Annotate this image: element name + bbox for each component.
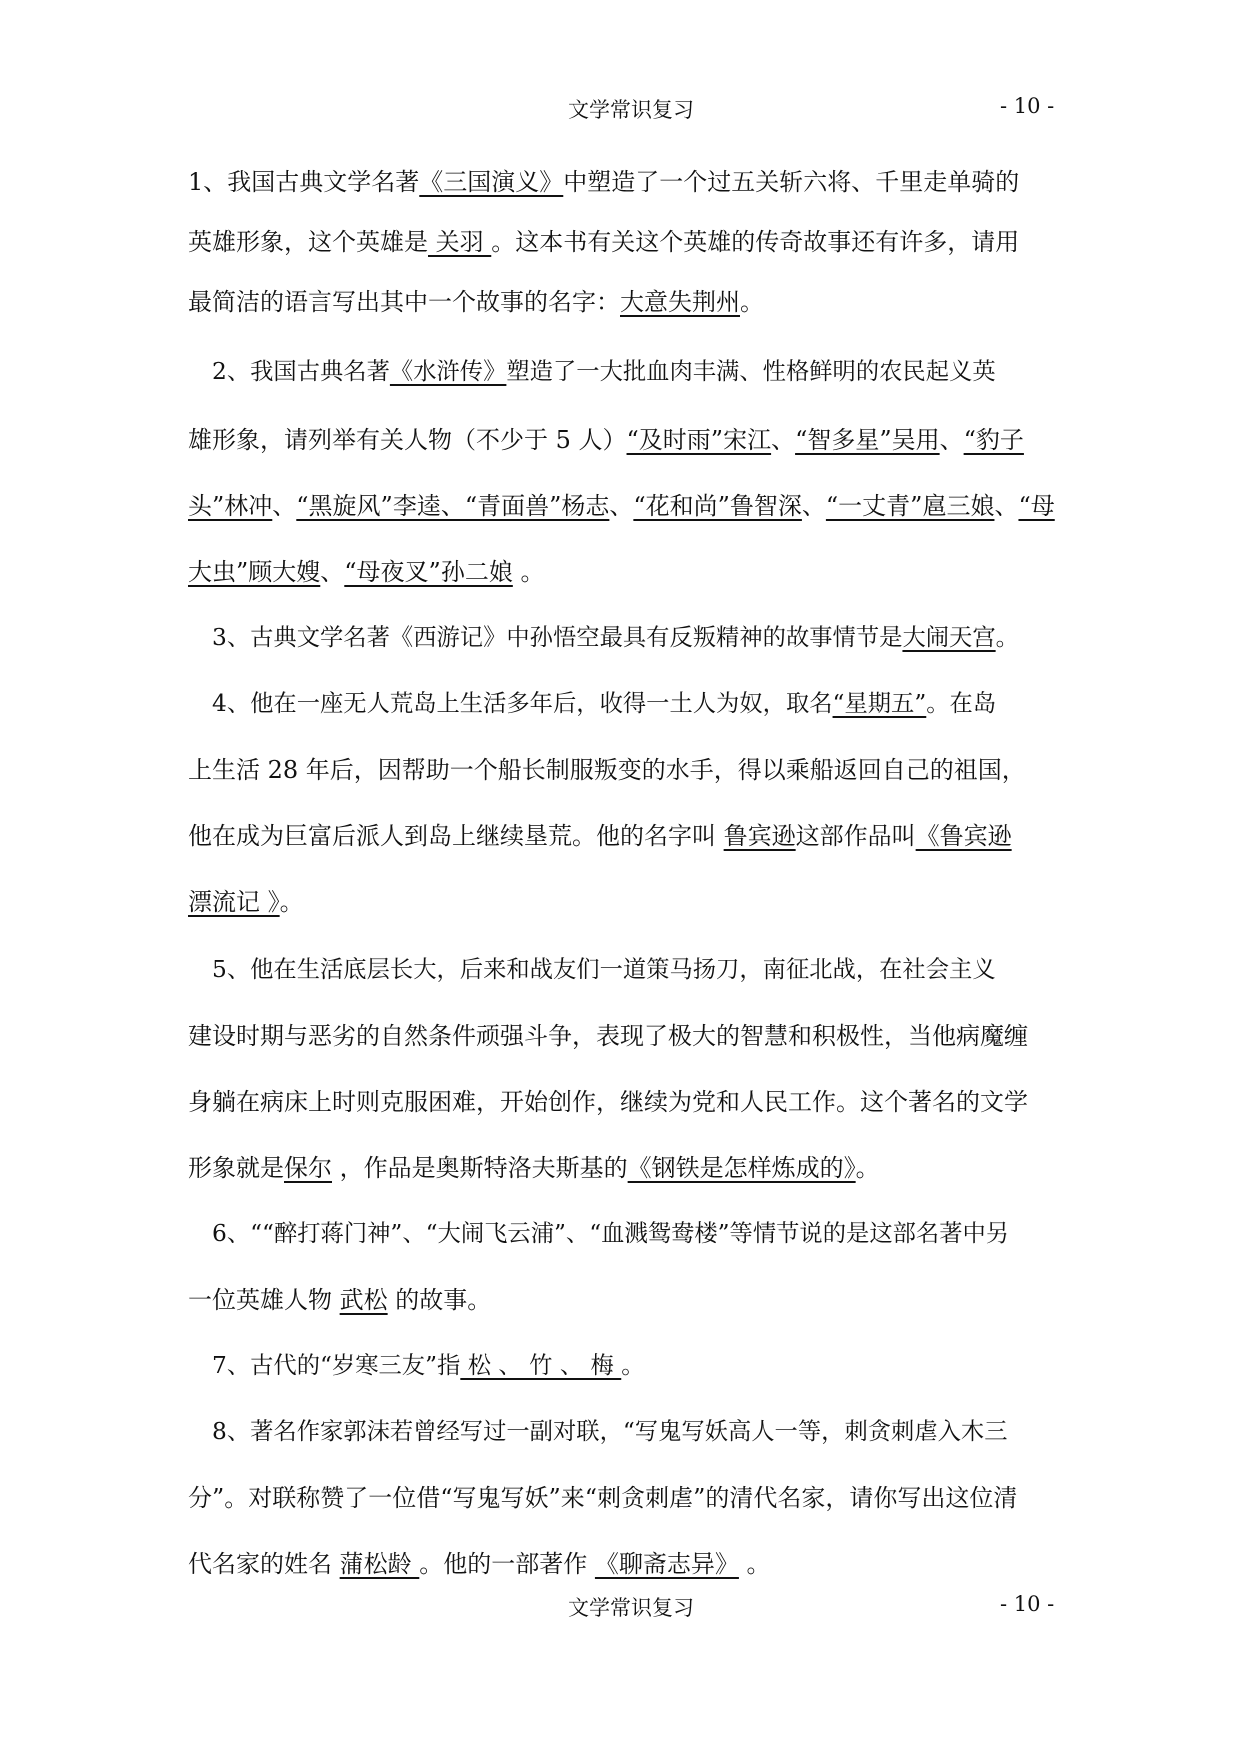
text-span: 最简洁的语言写出其中一个故事的名字： <box>188 288 620 316</box>
answer-blank: 鲁宾逊 <box>723 822 796 850</box>
answer-blank: “花和尚”鲁智深 <box>633 492 802 520</box>
answer-blank: “一丈青”扈三娘 <box>825 492 995 520</box>
text-span: 他在成为巨富后派人到岛上继续垦荒。他的名字叫 <box>188 822 724 850</box>
answer-blank: “豹子 <box>963 426 1024 454</box>
text-span: 。 <box>855 1154 880 1182</box>
text-span: 代名家的姓名 <box>188 1550 340 1578</box>
text-span: 分”。对联称赞了一位借“写鬼写妖”来“刺贪刺虐”的清代名家，请你写出这位清 <box>188 1484 1018 1512</box>
answer-blank: 《三国演义》 <box>419 168 564 196</box>
q5-line-3 <box>188 1082 1068 1122</box>
answer-blank: 漂流记 》 <box>188 888 280 916</box>
q4-line-3 <box>188 816 1068 856</box>
text-span: 这部作品叫 <box>795 822 916 850</box>
q4-line-1 <box>212 684 1092 724</box>
text-span: 8、著名作家郭沫若曾经写过一副对联，“写鬼写妖高人一等，刺贪刺虐入木三 <box>212 1418 1008 1445</box>
answer-blank: “智多星”吴用 <box>795 426 940 454</box>
text-span: 、 <box>320 558 345 586</box>
answer-blank: “母夜叉”孙二娘 <box>344 558 513 586</box>
q4-line-4 <box>188 882 1068 922</box>
text-span: 的故事。 <box>387 1286 492 1314</box>
text-span: 雄形象，请列举有关人物（不少于 5 人） <box>188 426 627 454</box>
q6-line-1 <box>212 1214 1092 1254</box>
text-span: 3、古典文学名著《西游记》中孙悟空最具有反叛精神的故事情节是 <box>212 624 903 651</box>
q5-line-1 <box>212 950 1092 990</box>
text-span: 4、他在一座无人荒岛上生活多年后，收得一土人为奴，取名 <box>212 690 833 717</box>
text-span: 、 <box>771 426 796 454</box>
text-span: 、 <box>609 492 634 520</box>
q3-line-1 <box>212 618 1092 658</box>
footer-title: 文学常识复习 <box>568 1596 694 1620</box>
answer-blank: 松 、 竹 、 梅 <box>460 1352 622 1379</box>
answer-blank: 《水浒传》 <box>389 358 507 385</box>
q6-line-2 <box>188 1280 1068 1320</box>
answer-blank: “黑旋风”李逵、“青面兽”杨志 <box>296 492 610 520</box>
text-span: 建设时期与恶劣的自然条件顽强斗争，表现了极大的智慧和积极性，当他病魔缠 <box>188 1022 1028 1050</box>
text-span: 身躺在病床上时则克服困难，开始创作，继续为党和人民工作。这个著名的文学 <box>188 1088 1028 1116</box>
answer-blank: 《聊斋志异》 <box>594 1550 739 1578</box>
q1-line-3 <box>188 282 1068 322</box>
answer-blank: 大闹天宫 <box>902 624 996 651</box>
q1-line-2 <box>188 222 1068 262</box>
text-span: ，作品是奥斯特洛夫斯基的 <box>332 1154 628 1182</box>
text-span: 7、古代的“岁寒三友”指 <box>212 1352 461 1379</box>
q2-line-4 <box>188 552 1068 592</box>
answer-blank: 武松 <box>339 1286 388 1314</box>
footer-page-number: - 10 - <box>1000 1592 1055 1616</box>
text-span: 。他的一部著作 <box>419 1550 595 1578</box>
text-span: 、 <box>801 492 826 520</box>
text-span: 5、他在生活底层长大，后来和战友们一道策马扬刀，南征北战，在社会主义 <box>212 956 996 983</box>
text-span: 6、““醉打蒋门神”、“大闹飞云浦”、“血溅鸳鸯楼”等情节说的是这部名著中另 <box>212 1220 1010 1247</box>
text-span: 。 <box>621 1352 645 1379</box>
text-span: 、 <box>272 492 297 520</box>
answer-blank: 保尔 <box>284 1154 332 1182</box>
text-span: 塑造了一大批血肉丰满、性格鲜明的农民起义英 <box>506 358 996 385</box>
q1-line-1 <box>188 162 1068 202</box>
answer-blank: 蒲松龄 <box>339 1550 420 1578</box>
text-span: 。在岛 <box>926 690 997 717</box>
text-span: 。 <box>738 1550 771 1578</box>
text-span: 形象就是 <box>188 1154 284 1182</box>
answer-blank: 《鲁宾逊 <box>915 822 1012 850</box>
text-span: 。 <box>995 624 1019 651</box>
q8-line-2 <box>188 1478 1068 1518</box>
answer-blank: 大意失荆州 <box>620 288 740 316</box>
q5-line-4 <box>188 1148 1068 1188</box>
q5-line-2 <box>188 1016 1068 1056</box>
text-span: 中塑造了一个过五关斩六将、千里走单骑的 <box>563 168 1020 196</box>
header-title: 文学常识复习 <box>568 98 694 122</box>
text-span: 。 <box>512 558 545 586</box>
answer-blank: “母 <box>1018 492 1055 520</box>
answer-blank: 头”林冲 <box>188 492 273 520</box>
header-page-number: - 10 - <box>1000 94 1055 118</box>
text-span: 。 <box>740 288 764 316</box>
answer-blank: 关羽 <box>428 228 492 256</box>
answer-blank: 《钢铁是怎样炼成的》 <box>627 1154 856 1182</box>
text-span: 。这本书有关这个英雄的传奇故事还有许多，请用 <box>491 228 1020 256</box>
text-span: 、 <box>994 492 1019 520</box>
text-span: 、 <box>939 426 964 454</box>
text-span: 上生活 28 年后，因帮助一个船长制服叛变的水手，得以乘船返回自己的祖国， <box>188 756 1026 784</box>
text-span: 1、我国古典文学名著 <box>188 168 420 196</box>
text-span: 。 <box>279 888 304 916</box>
text-span: 2、我国古典名著 <box>212 358 390 385</box>
q8-line-1 <box>212 1412 1092 1452</box>
answer-blank: “星期五” <box>832 690 927 717</box>
page-header <box>0 86 1241 126</box>
text-span: 一位英雄人物 <box>188 1286 340 1314</box>
text-span: 英雄形象，这个英雄是 <box>188 228 428 256</box>
q2-line-2 <box>188 420 1068 460</box>
q4-line-2 <box>188 750 1068 790</box>
answer-blank: “及时雨”宋江 <box>626 426 772 454</box>
answer-blank: 大虫”顾大嫂 <box>188 558 321 586</box>
q8-line-3 <box>188 1544 1068 1584</box>
q2-line-3 <box>188 486 1068 526</box>
q7-line-1 <box>212 1346 1092 1386</box>
q2-line-1 <box>212 352 1092 392</box>
page-footer <box>0 1584 1241 1624</box>
